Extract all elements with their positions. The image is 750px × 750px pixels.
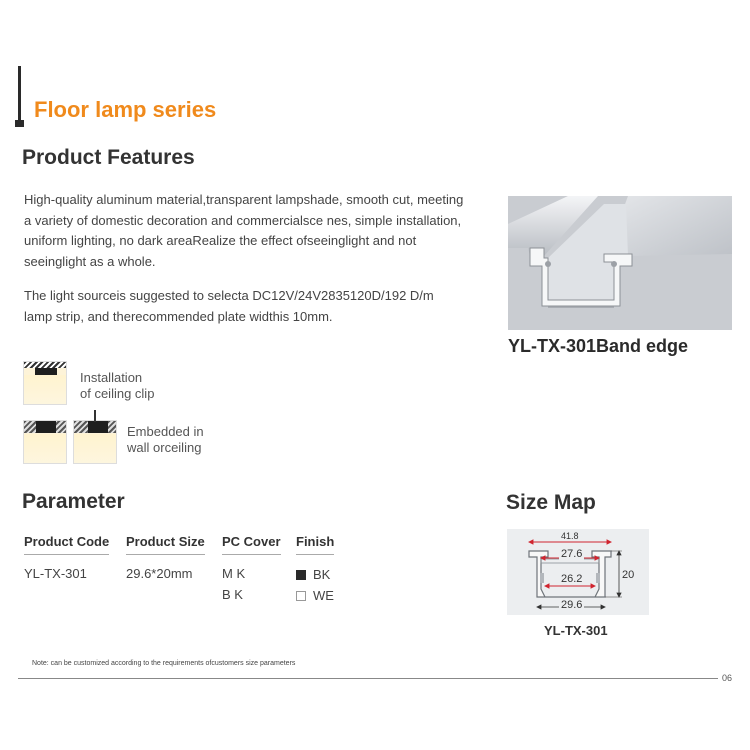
size-map-caption: YL-TX-301 [544,623,608,638]
finish-label-we: WE [313,588,334,603]
cell-finish-bk [296,567,330,582]
product-photo [508,196,732,330]
dim-label-height: 20 [622,569,635,581]
install-label-ceiling [80,370,154,402]
header-accent-foot [15,120,24,127]
mount-pin-icon [91,410,99,422]
footer-note: Note: can be customized according to the requirements ofcustomers size parameters [32,660,296,667]
footer-divider [18,678,718,679]
series-title: Floor lamp series [34,97,217,122]
header-accent-bar [18,66,21,122]
size-map-diagram [507,529,649,615]
finish-label-bk: BK [313,567,331,582]
features-heading: Product Features [22,146,195,169]
cell-finish-we [296,588,334,603]
install-label-embedded-line2: wall orceiling [127,440,202,455]
dim-label-top: 41.8 [561,531,579,541]
column-header-product-size: Product Size [126,534,205,555]
ceiling-clip-icon [23,361,67,405]
page-number: 06 [722,673,733,683]
dim-label-inner-bottom: 26.2 [561,573,583,585]
features-paragraph-2: The light sourceis suggested to selecta DC12V/24V2835120D/192 D/m lamp strip, and therecommended plate widthis 10mm. [24,288,434,324]
parameter-heading: Parameter [22,490,125,513]
dim-label-bottom: 29.6 [561,599,583,611]
dim-label-inner-top: 27.6 [561,548,583,560]
size-map-heading: Size Map [506,491,596,514]
embedded-icon [23,420,67,464]
install-label-ceiling-line2: of ceiling clip [80,386,155,401]
cell-pc-cover-mk: M K [222,566,246,581]
finish-swatch-white [296,591,306,601]
cell-product-code: YL-TX-301 [24,566,87,581]
install-label-ceiling-line1: Installation [80,370,143,385]
cell-product-size: 29.6*20mm [126,566,193,581]
cell-pc-cover-bk: B K [222,587,243,602]
finish-swatch-black [296,570,306,580]
aluminum-profile-image [508,196,732,330]
product-photo-title: YL-TX-301Band edge [508,336,689,356]
column-header-finish: Finish [296,534,334,555]
column-header-pc-cover: PC Cover [222,534,281,555]
embedded-wall-icon [73,420,117,464]
install-label-embedded-line1: Embedded in [127,424,204,439]
features-paragraph-1: High-quality aluminum material,transparent lampshade, smooth cut, meeting a variety of domestic decoration and commercialsce nes, simple installation, uniform lighting, no dark areaRealize the effect ofseeinglight and not seeinglight as a whole. [24,192,464,269]
install-label-embedded [127,424,204,456]
column-header-product-code: Product Code [24,534,109,555]
